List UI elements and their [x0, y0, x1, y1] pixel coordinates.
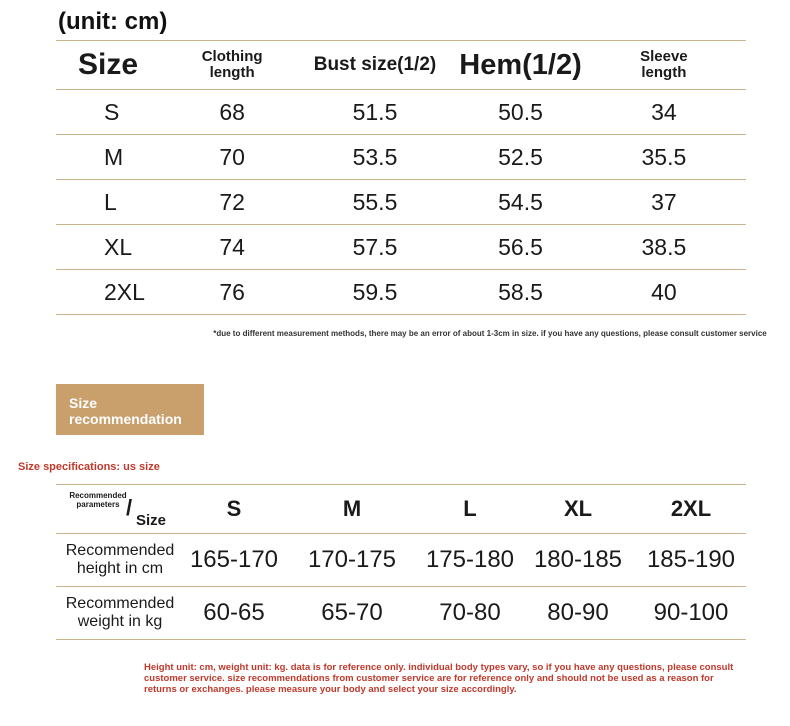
table-row — [56, 225, 746, 270]
weight-cell: 70-80 — [420, 587, 520, 640]
weight-row — [56, 587, 746, 640]
cell-sleeve: 35.5 — [582, 135, 746, 180]
cell-hem: 54.5 — [459, 180, 582, 225]
height-cell: 170-175 — [284, 534, 420, 587]
table-row — [56, 270, 746, 315]
height-row — [56, 534, 746, 587]
height-cell: 175-180 — [420, 534, 520, 587]
table-row — [56, 90, 746, 135]
cell-bust: 53.5 — [291, 135, 460, 180]
recommendation-table — [56, 484, 746, 640]
weight-cell: 65-70 — [284, 587, 420, 640]
cell-length: 76 — [174, 270, 291, 315]
cell-sleeve: 40 — [582, 270, 746, 315]
cell-length: 68 — [174, 90, 291, 135]
header-size-s: S — [184, 485, 284, 534]
header-bust: Bust size(1/2) — [291, 41, 460, 90]
header-size-m: M — [284, 485, 420, 534]
cell-bust: 51.5 — [291, 90, 460, 135]
cell-size: M — [56, 135, 174, 180]
corner-header — [56, 485, 184, 534]
cell-size: L — [56, 180, 174, 225]
weight-cell: 90-100 — [636, 587, 746, 640]
header-size-xl: XL — [520, 485, 636, 534]
header-size-2xl: 2XL — [636, 485, 746, 534]
header-sleeve-length: Sleeve length — [582, 41, 746, 90]
size-recommendation-badge: Size recommendation — [56, 384, 204, 435]
size-spec-label: Size specifications: us size — [18, 461, 160, 473]
cell-hem: 58.5 — [459, 270, 582, 315]
weight-cell: 60-65 — [184, 587, 284, 640]
weight-cell: 80-90 — [520, 587, 636, 640]
unit-title: (unit: cm) — [58, 8, 168, 35]
footer-disclaimer: Height unit: cm, weight unit: kg. data is for reference only. individual body types vary, so if you have any questions, please consult customer service. size recommendations from customer service are for reference only and should not be used as a reason for returns or exchanges. please measure your body and select your size accordingly. — [144, 662, 734, 695]
cell-bust: 57.5 — [291, 225, 460, 270]
recommendation-header — [56, 485, 746, 534]
height-cell: 180-185 — [520, 534, 636, 587]
table-row — [56, 180, 746, 225]
cell-bust: 59.5 — [291, 270, 460, 315]
cell-bust: 55.5 — [291, 180, 460, 225]
size-chart-table — [56, 40, 746, 315]
cell-hem: 52.5 — [459, 135, 582, 180]
header-size: Size — [56, 41, 174, 90]
cell-size: S — [56, 90, 174, 135]
weight-label: Recommended weight in kg — [56, 587, 184, 640]
slash-divider: / — [126, 495, 133, 520]
size-chart-header — [56, 41, 746, 90]
cell-size: 2XL — [56, 270, 174, 315]
height-cell: 165-170 — [184, 534, 284, 587]
table-row — [56, 135, 746, 180]
header-size-l: L — [420, 485, 520, 534]
cell-length: 74 — [174, 225, 291, 270]
cell-sleeve: 37 — [582, 180, 746, 225]
cell-hem: 56.5 — [459, 225, 582, 270]
cell-sleeve: 34 — [582, 90, 746, 135]
cell-length: 70 — [174, 135, 291, 180]
cell-size: XL — [56, 225, 174, 270]
size-corner-label: Size — [136, 512, 167, 529]
cell-hem: 50.5 — [459, 90, 582, 135]
height-label: Recommended height in cm — [56, 534, 184, 587]
params-label: Recommended parameters — [69, 491, 127, 509]
height-cell: 185-190 — [636, 534, 746, 587]
header-hem: Hem(1/2) — [459, 41, 582, 90]
header-clothing-length: Clothing length — [174, 41, 291, 90]
cell-sleeve: 38.5 — [582, 225, 746, 270]
cell-length: 72 — [174, 180, 291, 225]
measurement-note: *due to different measurement methods, there may be an error of about 1-3cm in size. if you have any questions, please consult customer service — [213, 329, 767, 338]
